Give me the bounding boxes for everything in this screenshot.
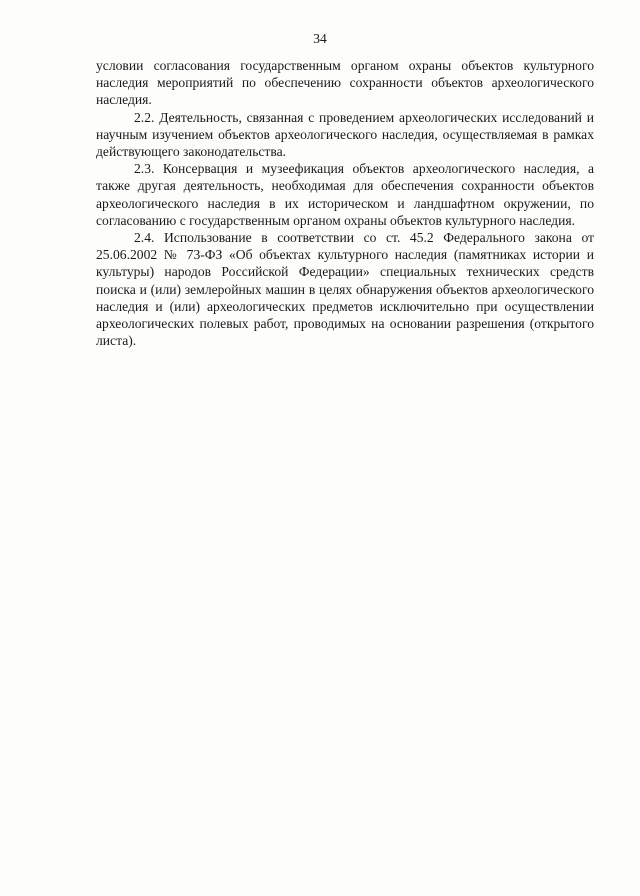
document-body — [96, 57, 594, 349]
paragraph-continuation: условии согласования государственным органом охраны объектов культурного наследия мероприятий по обеспечению сохранности объектов археологического наследия. — [96, 58, 594, 108]
paragraph-item-2-3: 2.3. Консервация и музеефикация объектов археологического наследия, а также другая деятельность, необходимая для обеспечения сохранности объектов археологического наследия в их историческом и ландшафтном окружении, по согласованию с государственным органом охраны объектов культурного наследия. — [96, 161, 594, 228]
paragraph-item-2-2: 2.2. Деятельность, связанная с проведением археологических исследований и научным изучением объектов археологического наследия, осуществляемая в рамках действующего законодательства. — [96, 109, 594, 160]
paragraph-item-2-4: 2.4. Использование в соответствии со ст. 45.2 Федерального закона от 25.06.2002 № 73-ФЗ «Об объектах культурного наследия (памятниках истории и культуры) народов Российской Федерации» специальных технических средств поиска и (или) землеройных машин в целях обнаружения объектов археологического наследия и (или) археологических предметов исключительно при осуществлении археологических полевых работ, проводимых на основании разрешения (открытого листа). — [96, 230, 594, 349]
page-number: 34 — [313, 31, 327, 46]
